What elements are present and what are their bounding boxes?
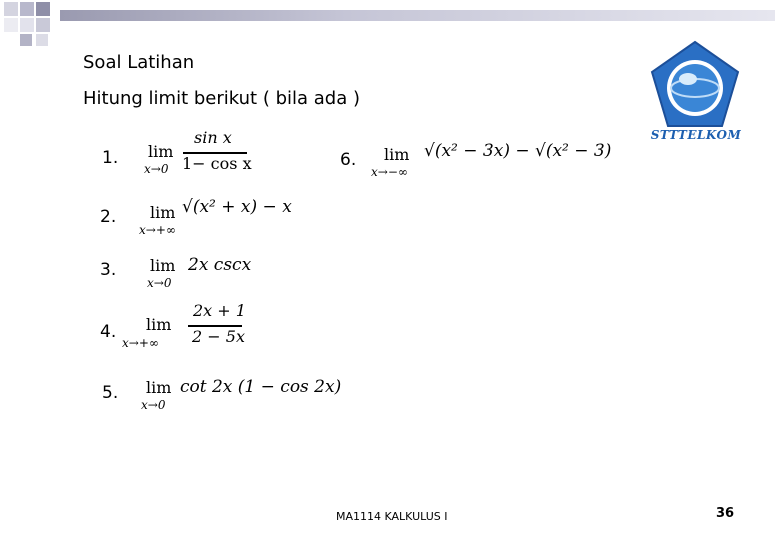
lim-operator: lim [146, 315, 172, 334]
slide-subtitle: Hitung limit berikut ( bila ada ) [83, 88, 360, 109]
lim-operator: lim [150, 203, 176, 222]
decor-square [36, 18, 50, 32]
header-bar [60, 10, 775, 21]
problem-number: 4. [100, 322, 117, 342]
decor-square [36, 34, 48, 46]
fraction-numerator: 2x + 1 [193, 301, 246, 320]
fraction-denominator: 2 − 5x [192, 327, 245, 346]
problem-number: 5. [102, 383, 119, 403]
decor-square [20, 18, 34, 32]
logo-text: STTTELKOM [650, 128, 742, 142]
footer-course: MA1114 KALKULUS I [336, 510, 448, 523]
decor-square [20, 2, 34, 16]
slide-title: Soal Latihan [83, 52, 195, 73]
decor-square [36, 2, 50, 16]
lim-subscript: x→+∞ [122, 336, 159, 350]
lim-operator: lim [150, 256, 176, 275]
lim-subscript: x→0 [147, 276, 172, 290]
limit-expression: cot 2x (1 − cos 2x) [180, 377, 342, 397]
limit-expression: 2x cscx [188, 255, 252, 275]
problem-number: 2. [100, 207, 117, 227]
lim-operator: lim [148, 142, 174, 161]
fraction-denominator: 1− cos x [182, 154, 252, 173]
lim-subscript: x→0 [144, 162, 169, 176]
lim-subscript: x→0 [141, 398, 166, 412]
page-number: 36 [716, 506, 735, 521]
limit-expression: √(x² − 3x) − √(x² − 3) [424, 141, 612, 161]
problem-number: 6. [340, 150, 357, 170]
limit-expression: √(x² + x) − x [182, 197, 292, 217]
lim-subscript: x→−∞ [371, 165, 408, 179]
problem-number: 3. [100, 260, 117, 280]
lim-operator: lim [384, 145, 410, 164]
decor-square [20, 34, 32, 46]
lim-subscript: x→+∞ [139, 223, 176, 237]
decor-square [4, 2, 18, 16]
problem-number: 1. [102, 148, 119, 168]
decor-square [4, 18, 18, 32]
fraction-numerator: sin x [194, 128, 232, 147]
lim-operator: lim [146, 378, 172, 397]
